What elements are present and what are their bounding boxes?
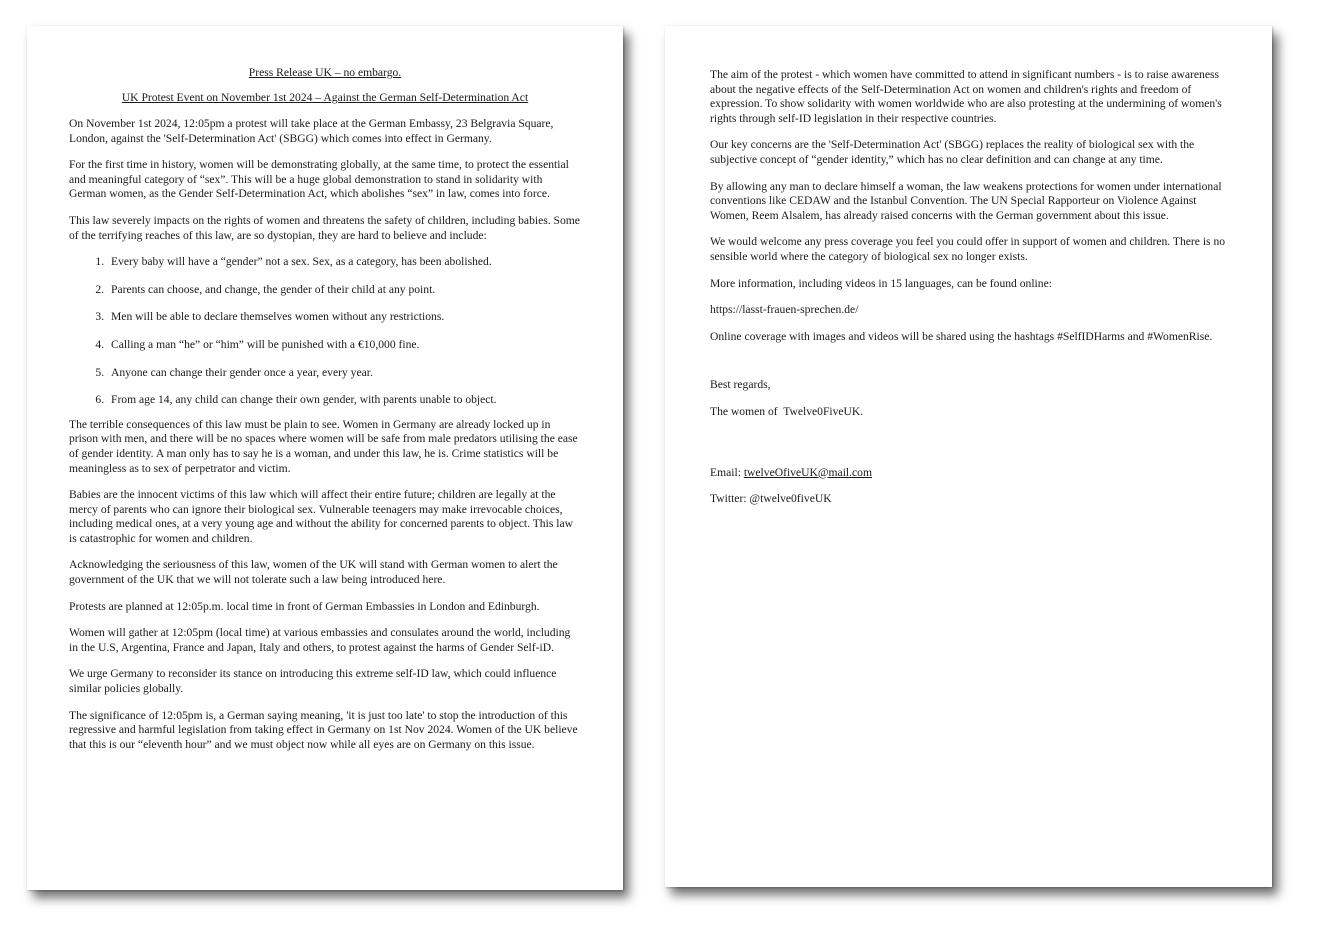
paragraph: Acknowledging the seriousness of this law, women of the UK will stand with German women to alert the government of the UK that we will not tolerate such a law being introduced here.: [69, 558, 558, 587]
paragraph: For the first time in history, women will be demonstrating globally, at the same time, to protect the essential and meaningful category of “sex”. This will be a huge global demonstration to stand in solidarity with German women, as the Gender Self-Determination Act, which abolishes “sex” in law, comes into force.: [69, 158, 569, 201]
list-item: 6. From age 14, any child can change their own gender, with parents unable to object.: [107, 393, 581, 408]
paragraph: The terrible consequences of this law must be plain to see. Women in Germany are already locked up in prison with men, and there will be no spaces where women will be safe from male predators utilising the ease of gender identity. A man only has to say he is a woman, and under this law, he is. Crime statistics will be meaningless as to sex of perpetrator and victim.: [69, 417, 578, 475]
email-line: [710, 466, 1230, 481]
paragraph: We urge Germany to reconsider its stance on introducing this extreme self-ID law, which could influence similar policies globally.: [69, 667, 557, 696]
email-label: Email:: [710, 465, 744, 479]
paragraph: Our key concerns are the 'Self-Determination Act' (SBGG) replaces the reality of biological sex with the subjective concept of “gender identity,” which has no clear definition and can change at any time.: [710, 138, 1195, 166]
website-link[interactable]: https://lasst-frauen-sprechen.de/: [710, 303, 859, 317]
paragraph: Babies are the innocent victims of this law which will affect their entire future; children are legally at the mercy of parents who can ignore their biological sex. Vulnerable teenagers may make irrevocable choices, including medical ones, at a very young age and without the ability for concerned parents to object. This law is catastrophic for women and children.: [69, 488, 573, 545]
spacer: [710, 356, 1230, 378]
paragraph: This law severely impacts on the rights of women and threatens the safety of children, including babies. Some of the terrifying reaches of this law, are so dystopian, they are hard to believe and include:: [69, 213, 580, 242]
paragraph: Protests are planned at 12:05p.m. local time in front of German Embassies in London and Edinburgh.: [69, 599, 540, 613]
paragraph: On November 1st 2024, 12:05pm a protest will take place at the German Embassy, 23 Belgravia Square, London, against the 'Self-Determination Act' (SBGG) which comes into effect in Germany.: [69, 117, 554, 145]
spacer: [710, 432, 1230, 466]
signature: The women of Twelve0FiveUK.: [710, 404, 864, 418]
paragraph: Online coverage with images and videos will be shared using the hashtags #SelfIDHarms and #WomenRise.: [710, 329, 1213, 343]
list-item: 3. Men will be able to declare themselves women without any restrictions.: [107, 310, 581, 325]
document-page-2: [665, 26, 1272, 887]
paragraph: The significance of 12:05pm is, a German saying meaning, 'it is just too late' to stop the introduction of this regressive and harmful legislation from taking effect in Germany on 1st Nov 2024. Women of the UK believe that this is our “eleventh hour” and we must object now while all eyes are on Germany on this issue.: [69, 708, 578, 751]
document-page-1: [27, 26, 623, 890]
twitter-handle: Twitter: @twelve0fiveUK: [710, 492, 832, 506]
paragraph: More information, including videos in 15 languages, can be found online:: [710, 276, 1052, 290]
list-item: 5. Anyone can change their gender once a year, every year.: [107, 366, 581, 381]
press-release-heading: Press Release UK – no embargo.: [248, 66, 402, 79]
list-item: 1. Every baby will have a “gender” not a sex. Sex, as a category, has been abolished.: [107, 255, 581, 270]
event-title: UK Protest Event on November 1st 2024 – Against the German Self-Determination Act: [121, 91, 529, 104]
law-impacts-list: [69, 255, 581, 408]
paragraph: Women will gather at 12:05pm (local time) at various embassies and consulates around the world, including in the U.S, Argentina, France and Japan, Italy and others, to protest against the harms of Gender Self-iD.: [69, 626, 571, 654]
closing-line: Best regards,: [710, 378, 771, 392]
paragraph: By allowing any man to declare himself a woman, the law weakens protections for women under international conventions like CEDAW and the Istanbul Convention. The UN Special Rapporteur on Violence Against Women, Reem Alsalem, has already raised concerns with the German government about this issue.: [710, 179, 1222, 222]
paragraph: We would welcome any press coverage you feel you could offer in support of women and children. There is no sensible world where the category of biological sex no longer exists.: [710, 235, 1226, 263]
list-item: 4. Calling a man “he” or “him” will be punished with a €10,000 fine.: [107, 338, 581, 353]
paragraph: The aim of the protest - which women have committed to attend in significant numbers - is to raise awareness about the negative effects of the Self-Determination Act on women and children's rights and freedom of expression. To show solidarity with women worldwide who are also protesting at the undermining of women's rights through self-ID legislation in their respective countries.: [710, 68, 1222, 125]
email-link[interactable]: twelveOfiveUK@mail.com: [743, 465, 873, 479]
list-item: 2. Parents can choose, and change, the gender of their child at any point.: [107, 283, 581, 298]
